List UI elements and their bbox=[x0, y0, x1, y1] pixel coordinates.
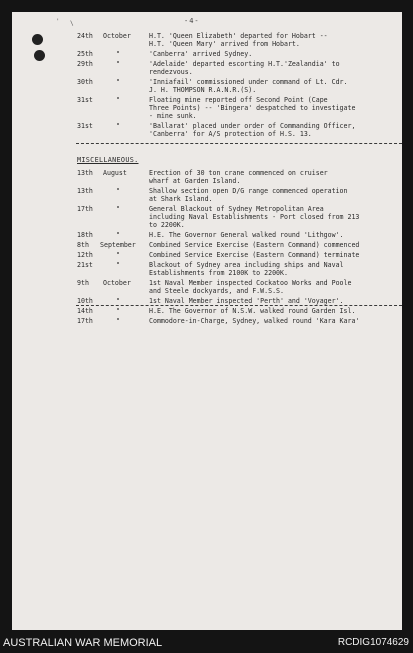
entry-date: 9th bbox=[77, 279, 89, 287]
entry-text: 'Canberra' for A/S protection of H.S. 13. bbox=[149, 130, 312, 138]
entry-month: " bbox=[116, 307, 120, 315]
entry-text: Establishments from 2100K to 2200K. bbox=[149, 269, 288, 277]
entry-text: to 2200K. bbox=[149, 221, 185, 229]
entry-text: 'Canberra' arrived Sydney. bbox=[149, 50, 253, 58]
entry-date: 14th bbox=[77, 307, 93, 315]
entry-date: 8th bbox=[77, 241, 89, 249]
entry-text: and Steele dockyards, and F.W.S.S. bbox=[149, 287, 284, 295]
section-divider-end bbox=[76, 305, 402, 306]
entry-text: Commodore-in-Charge, Sydney, walked round 'Kara Kara' bbox=[149, 317, 360, 325]
entry-date: 21st bbox=[77, 261, 93, 269]
log-entry bbox=[12, 50, 402, 59]
corner-mark: ' bbox=[56, 18, 60, 25]
log-entry bbox=[12, 279, 402, 295]
entry-text: Combined Service Exercise (Eastern Command) commenced bbox=[149, 241, 360, 249]
entry-date: 29th bbox=[77, 60, 93, 68]
log-entry bbox=[12, 122, 402, 138]
entry-month: October bbox=[103, 279, 131, 287]
entry-date: 13th bbox=[77, 187, 93, 195]
corner-mark: \ bbox=[70, 20, 74, 27]
entry-date: 25th bbox=[77, 50, 93, 58]
entry-month: " bbox=[116, 60, 120, 68]
entry-text: - mine sunk. bbox=[149, 112, 197, 120]
entry-text: 1st Naval Member inspected Cockatoo Works and Poole bbox=[149, 279, 352, 287]
entry-month: " bbox=[116, 122, 120, 130]
entry-month: " bbox=[116, 50, 120, 58]
log-entry bbox=[12, 261, 402, 277]
log-entry bbox=[12, 60, 402, 76]
entry-text: 'Ballarat' placed under order of Commanding Officer, bbox=[149, 122, 356, 130]
entry-month: " bbox=[116, 78, 120, 86]
entry-text: rendezvous. bbox=[149, 68, 193, 76]
entry-text: 1st Naval Member inspected 'Perth' and 'Voyager'. bbox=[149, 297, 344, 305]
entry-month: " bbox=[116, 187, 120, 195]
entry-text: including Naval Establishments - Port closed from 213 bbox=[149, 213, 360, 221]
log-entry bbox=[12, 231, 402, 240]
entry-text: 'Inniafail' commissioned under command of Lt. Cdr. bbox=[149, 78, 348, 86]
entry-month: " bbox=[116, 251, 120, 259]
log-entry bbox=[12, 205, 402, 229]
entry-date: 12th bbox=[77, 251, 93, 259]
entry-date: 31st bbox=[77, 96, 93, 104]
entry-text: 'Adelaide' departed escorting H.T.'Zealandia' to bbox=[149, 60, 340, 68]
entry-date: 17th bbox=[77, 317, 93, 325]
archive-id: RCDIG1074629 bbox=[337, 637, 409, 648]
entry-date: 24th bbox=[77, 32, 93, 40]
entry-text: Blackout of Sydney area including ships and Naval bbox=[149, 261, 344, 269]
entry-text: J. H. THOMPSON R.A.N.R.(S). bbox=[149, 86, 257, 94]
entry-date: 13th bbox=[77, 169, 93, 177]
entry-month: " bbox=[116, 297, 120, 305]
section-divider bbox=[76, 143, 402, 144]
archive-name: AUSTRALIAN WAR MEMORIAL bbox=[3, 637, 163, 649]
log-entry bbox=[12, 317, 402, 326]
entry-date: 31st bbox=[77, 122, 93, 130]
entry-text: Erection of 30 ton crane commenced on cruiser bbox=[149, 169, 328, 177]
log-entry bbox=[12, 187, 402, 203]
document-page bbox=[12, 12, 402, 630]
log-entry bbox=[12, 251, 402, 260]
entry-month: " bbox=[116, 231, 120, 239]
entry-text: Three Points) -- 'Bingera' despatched to investigate bbox=[149, 104, 356, 112]
entry-text: General Blackout of Sydney Metropolitan Area bbox=[149, 205, 324, 213]
entry-month: October bbox=[103, 32, 131, 40]
log-entry bbox=[12, 32, 402, 48]
entry-date: 17th bbox=[77, 205, 93, 213]
entry-month: September bbox=[100, 241, 136, 249]
entry-text: Combined Service Exercise (Eastern Command) terminate bbox=[149, 251, 360, 259]
entry-text: at Shark Island. bbox=[149, 195, 213, 203]
log-entry bbox=[12, 169, 402, 185]
log-entry bbox=[12, 241, 402, 250]
entry-month: " bbox=[116, 205, 120, 213]
entry-month: August bbox=[103, 169, 127, 177]
entry-month: " bbox=[116, 261, 120, 269]
entry-text: Shallow section open D/G range commenced operation bbox=[149, 187, 348, 195]
entry-month: " bbox=[116, 317, 120, 325]
log-entry bbox=[12, 307, 402, 316]
entry-month: " bbox=[116, 96, 120, 104]
entry-date: 18th bbox=[77, 231, 93, 239]
page-number: -4- bbox=[184, 17, 200, 25]
archive-footer bbox=[0, 634, 413, 653]
log-entry bbox=[12, 78, 402, 94]
entry-text: H.E. The Governor General walked round 'Lithgow'. bbox=[149, 231, 344, 239]
entry-date: 10th bbox=[77, 297, 93, 305]
entry-text: H.T. 'Queen Mary' arrived from Hobart. bbox=[149, 40, 300, 48]
entry-text: H.T. 'Queen Elizabeth' departed for Hobart -- bbox=[149, 32, 328, 40]
entry-date: 30th bbox=[77, 78, 93, 86]
entry-text: Floating mine reported off Second Point (Cape bbox=[149, 96, 328, 104]
misc-heading: MISCELLANEOUS. bbox=[77, 156, 139, 164]
log-entry bbox=[12, 96, 402, 120]
entry-text: H.E. The Governor of N.S.W. walked round Garden Isl. bbox=[149, 307, 356, 315]
entry-text: wharf at Garden Island. bbox=[149, 177, 241, 185]
